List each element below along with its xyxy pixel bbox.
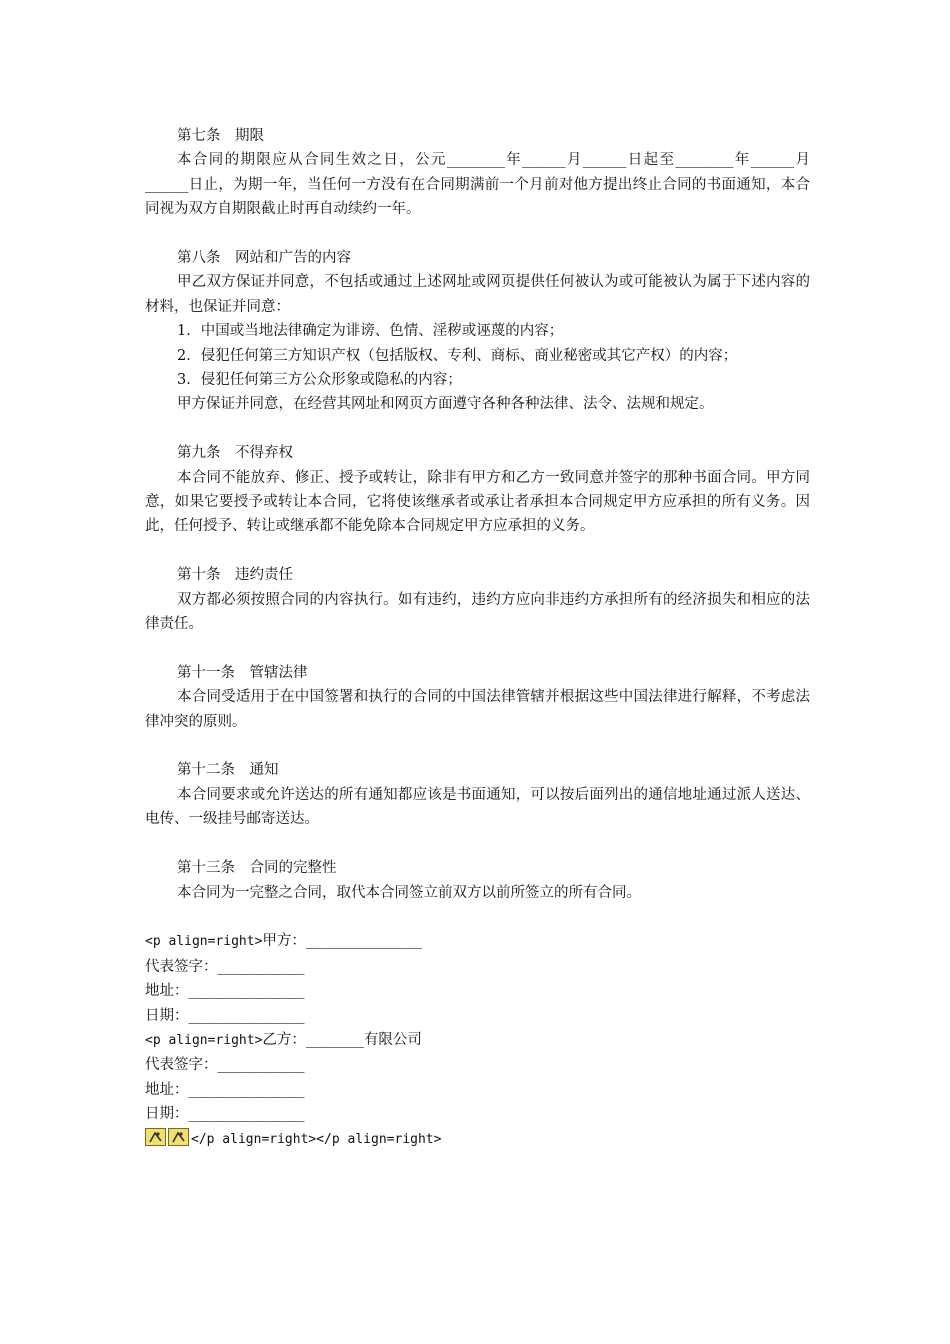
signature-block (145, 929, 810, 1154)
party-a-label: 甲方：________________ (262, 933, 422, 950)
article-heading: 第十条 违约责任 (177, 567, 293, 584)
article-heading: 第八条 网站和广告的内容 (177, 250, 351, 267)
article-heading: 第九条 不得弃权 (177, 445, 293, 462)
article-heading: 第七条 期限 (177, 128, 264, 144)
party-a-representative: 代表签字：____________ (145, 958, 305, 975)
party-a-address: 地址：________________ (145, 983, 305, 1000)
party-b-date: 日期：________________ (145, 1106, 305, 1123)
article-paragraph: 本合同受适用于在中国签署和执行的合同的中国法律管辖并根据这些中国法律进行解释，不考虑法律冲突的原则。 (145, 689, 810, 730)
article-heading: 第十一条 管辖法律 (177, 664, 308, 681)
party-a-date: 日期：________________ (145, 1007, 305, 1024)
article-paragraph: 甲乙双方保证并同意，不包括或通过上述网址或网页提供任何被认为或可能被认为属于下述内容的材料，也保证并同意： (145, 274, 810, 315)
party-b-line (145, 1028, 810, 1053)
raw-html-tag: <p align=right> (145, 1032, 263, 1048)
article-heading: 第十三条 合同的完整性 (177, 860, 337, 877)
article-paragraph: 甲方保证并同意，在经营其网址和网页方面遵守各种各种法律、法令、法规和规定。 (177, 396, 714, 413)
article-paragraph: 本合同要求或允许送达的所有通知都应该是书面通知，可以按后面列出的通信地址通过派人送达、电传、一级挂号邮寄送达。 (145, 786, 810, 828)
document-page (145, 124, 810, 1154)
party-b-address: 地址：________________ (145, 1081, 305, 1098)
article-paragraph: 本合同不能放弃、修正、授予或转让，除非有甲方和乙方一致同意并签字的那种书面合同。甲方同意，如果它要授予或转让本合同，它将使该继承者或承让者承担本合同规定甲方应承担的所有义务。因此，任何授予、转让或继承都不能免除本合同规定甲方应承担的义务。 (145, 469, 810, 535)
raw-closing-tags: </p align=right></p align=right> (191, 1131, 442, 1147)
closing-line (145, 1127, 810, 1154)
article-heading: 第十二条 通知 (177, 762, 279, 779)
party-b-representative: 代表签字：____________ (145, 1057, 305, 1074)
raw-html-tag: <p align=right> (145, 934, 263, 950)
list-item: 1．中国或当地法律确定为诽谤、色情、淫秽或诬蔑的内容； (177, 323, 564, 340)
broken-image-icons (145, 1128, 191, 1154)
list-item: 2．侵犯任何第三方知识产权（包括版权、专利、商标、商业秘密或其它产权）的内容； (177, 347, 738, 364)
article-paragraph: 本合同为一完整之合同，取代本合同签立前双方以前所签立的所有合同。 (177, 884, 641, 901)
article-paragraph: 本合同的期限应从合同生效之日，公元________年______月______日起至________年______月______日止，为期一年，当任何一方没有在合同期满前一个月前对他方提出终止合同的书面通知，本合同视为双方自期限截止时再自动续约一年。 (145, 152, 810, 218)
list-item: 3．侵犯任何第三方公众形象或隐私的内容； (177, 372, 462, 389)
party-a-line (145, 929, 810, 954)
broken-image-icon (168, 1128, 189, 1146)
party-b-label: 乙方：________有限公司 (262, 1031, 422, 1048)
broken-image-icon (145, 1128, 166, 1146)
article-paragraph: 双方都必须按照合同的内容执行。如有违约，违约方应向非违约方承担所有的经济损失和相应的法律责任。 (145, 591, 810, 633)
